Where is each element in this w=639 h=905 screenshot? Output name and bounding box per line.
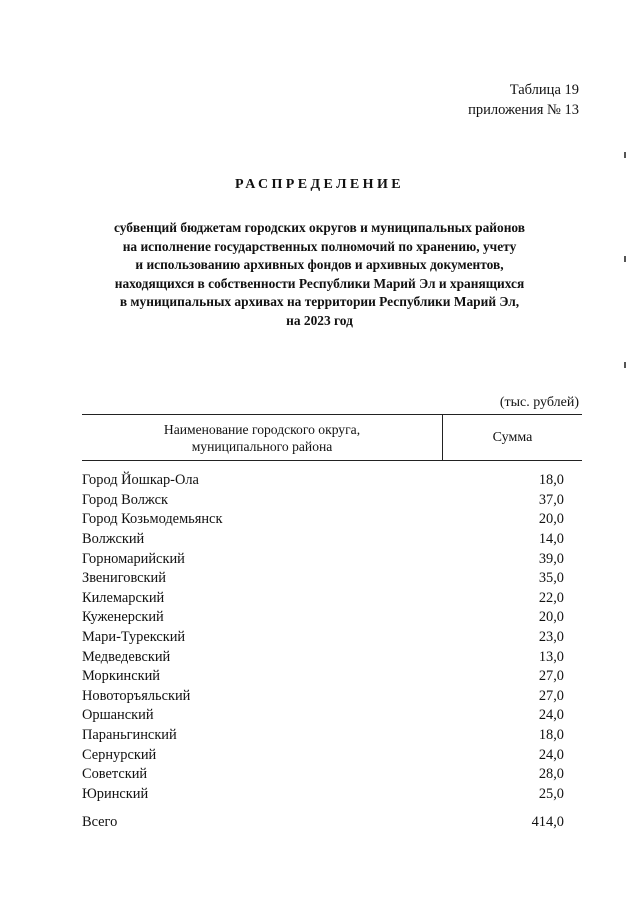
row-sum: 28,0 xyxy=(538,766,564,783)
row-sum: 20,0 xyxy=(538,511,564,528)
row-name: Новоторъяльский xyxy=(82,687,191,704)
table-row xyxy=(82,765,564,785)
row-name: Медведевский xyxy=(82,648,171,665)
header-name-column xyxy=(82,415,443,460)
table-row xyxy=(82,510,564,530)
header-name-line: муниципального района xyxy=(191,438,333,454)
header-sum-column: Сумма xyxy=(492,429,533,445)
header-name-line: Наименование городского округа, xyxy=(163,421,361,437)
document-subtitle xyxy=(40,219,599,331)
table-row xyxy=(82,687,564,707)
row-sum: 18,0 xyxy=(538,472,564,489)
table-reference xyxy=(468,80,579,120)
table-row xyxy=(82,628,564,648)
table-row xyxy=(82,647,564,667)
row-name: Оршанский xyxy=(82,707,154,724)
row-name: Волжский xyxy=(82,531,145,548)
subtitle-line: субвенций бюджетам городских округов и муниципальных районов xyxy=(113,220,526,235)
row-sum: 22,0 xyxy=(538,589,564,606)
row-name: Звениговский xyxy=(82,570,166,587)
row-name: Город Йошкар-Ола xyxy=(82,472,199,489)
table-row xyxy=(82,667,564,687)
table-row xyxy=(82,589,564,609)
table-row xyxy=(82,569,564,589)
table-row xyxy=(82,471,564,491)
table-header xyxy=(82,414,582,461)
row-sum: 27,0 xyxy=(538,687,564,704)
total-sum: 414,0 xyxy=(531,814,564,830)
row-sum: 39,0 xyxy=(538,550,564,567)
table-row xyxy=(82,726,564,746)
row-sum: 14,0 xyxy=(538,531,564,548)
table-row xyxy=(82,608,564,628)
row-name: Город Козьмодемьянск xyxy=(82,511,223,528)
row-name: Куженерский xyxy=(82,609,164,626)
scan-margin-mark xyxy=(624,256,626,262)
total-label: Всего xyxy=(82,814,118,830)
table-row xyxy=(82,549,564,569)
row-sum: 37,0 xyxy=(538,491,564,508)
subtitle-line: на исполнение государственных полномочий по хранению, учету xyxy=(122,238,517,254)
document-heading: РАСПРЕДЕЛЕНИЕ xyxy=(235,177,404,192)
row-sum: 13,0 xyxy=(538,648,564,665)
row-name: Мари-Турекский xyxy=(82,629,186,646)
scan-margin-mark xyxy=(624,152,626,158)
table-row xyxy=(82,745,564,765)
reference-table-number: Таблица 19 xyxy=(509,82,579,98)
table-row xyxy=(82,706,564,726)
row-sum: 18,0 xyxy=(538,727,564,744)
unit-label: (тыс. рублей) xyxy=(499,395,579,410)
table-row xyxy=(82,530,564,550)
table-body xyxy=(82,471,564,804)
reference-appendix-number: приложения № 13 xyxy=(468,102,579,118)
subtitle-line: в муниципальных архивах на территории Республики Марий Эл, xyxy=(119,294,520,310)
table-row xyxy=(82,491,564,511)
scan-margin-mark xyxy=(624,362,626,368)
row-name: Моркинский xyxy=(82,668,161,685)
row-name: Килемарский xyxy=(82,589,165,606)
row-sum: 23,0 xyxy=(538,629,564,646)
row-sum: 24,0 xyxy=(538,746,564,763)
row-name: Советский xyxy=(82,766,148,783)
row-name: Параньгинский xyxy=(82,727,177,744)
table-total-row xyxy=(82,814,564,831)
row-name: Сернурский xyxy=(82,746,157,763)
subtitle-line: находящихся в собственности Республики Марий Эл и хранящихся xyxy=(114,275,525,291)
table-row xyxy=(82,785,564,805)
row-name: Юринский xyxy=(82,785,149,802)
subtitle-line: и использованию архивных фондов и архивных документов, xyxy=(135,257,504,273)
row-sum: 27,0 xyxy=(538,668,564,685)
row-sum: 24,0 xyxy=(538,707,564,724)
row-name: Горномарийский xyxy=(82,550,185,567)
row-sum: 35,0 xyxy=(538,570,564,587)
row-name: Город Волжск xyxy=(82,491,168,508)
row-sum: 20,0 xyxy=(538,609,564,626)
row-sum: 25,0 xyxy=(538,785,564,802)
subtitle-line: на 2023 год xyxy=(286,312,353,328)
